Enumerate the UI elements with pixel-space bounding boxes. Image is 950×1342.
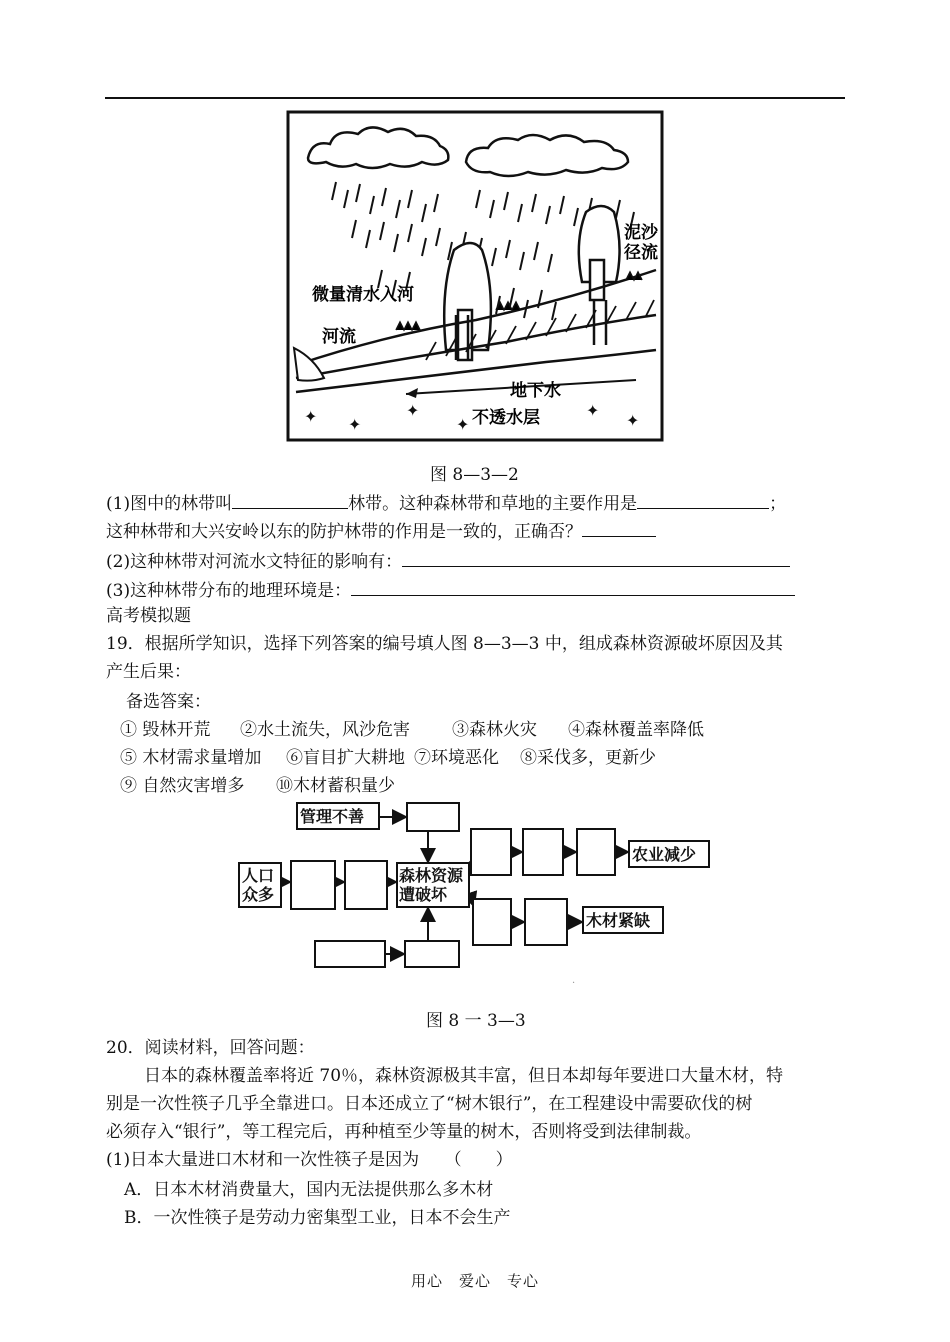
box-mucai-text: 木材紧缺 xyxy=(586,911,651,930)
q20-para-2: 别是一次性筷子几乎全靠进口。日本还成立了“树木银行”，在工程建设中需要砍伐的树 xyxy=(106,1094,753,1114)
q19-line1: 19．根据所学知识，选择下列答案的编号填人图 8—3—3 中，组成森林资源破坏原因及其 xyxy=(106,634,783,654)
box-renkou-line2: 众多 xyxy=(242,885,275,904)
svg-text:✦: ✦ xyxy=(348,415,362,434)
box-renkou-line1: 人口 xyxy=(242,866,275,885)
q20-sub-1: (1)日本大量进口木材和一次性筷子是因为 （ ） xyxy=(106,1150,513,1170)
label-dixiashui: 地下水 xyxy=(510,381,561,401)
label-weiliang: 微量清水入河 xyxy=(312,285,414,305)
answer-box-upper-1[interactable] xyxy=(470,828,512,876)
q18-p1a: (1)图中的林带叫 xyxy=(106,494,233,514)
option-9: ⑨ 自然灾害增多 xyxy=(120,776,245,796)
box-nongye-jianshao xyxy=(628,840,710,868)
answer-box-left-2[interactable] xyxy=(344,860,388,910)
page-footer: 用心 爱心 专心 xyxy=(410,1272,539,1290)
q20-para-3: 必须存入“银行”，等工程完后，再种植至少等量的树木，否则将受到法律制裁。 xyxy=(106,1122,702,1142)
option-7: ⑦环境恶化 xyxy=(414,748,499,768)
answer-box-left-1[interactable] xyxy=(290,860,336,910)
figure1-caption: 图 8—3—2 xyxy=(430,465,519,485)
option-8: ⑧采伐多，更新少 xyxy=(520,748,656,768)
svg-text:✦: ✦ xyxy=(406,401,420,420)
box-senlin-pohuai xyxy=(396,862,470,908)
svg-text:✦: ✦ xyxy=(586,401,600,420)
answer-box-bottom-right[interactable] xyxy=(404,940,460,968)
q19-line2: 产生后果： xyxy=(106,662,191,682)
svg-text:✦: ✦ xyxy=(304,407,318,426)
q18-p1c: ； xyxy=(769,494,787,514)
label-jingliu: 径流 xyxy=(624,243,658,263)
option-4: ④森林覆盖率降低 xyxy=(568,720,704,740)
q18-p2: (2)这种林带对河流水文特征的影响有： xyxy=(106,552,403,572)
answer-box-lower-2[interactable] xyxy=(524,898,568,946)
answer-box-upper-3[interactable] xyxy=(576,828,616,876)
svg-text:✦: ✦ xyxy=(456,415,470,434)
box-nongye-text: 农业减少 xyxy=(632,845,697,864)
q20-para-1: 日本的森林覆盖率将近 70％，森林资源极其丰富，但日本却每年要进口大量木材，特 xyxy=(144,1066,784,1086)
box-guanli-text: 管理不善 xyxy=(300,807,365,826)
option-2: ②水土流失，风沙危害 xyxy=(240,720,410,740)
answer-box-top[interactable] xyxy=(406,802,460,832)
figure2-caption: 图 8 一 3—3 xyxy=(426,1011,526,1031)
label-heliu: 河流 xyxy=(322,327,356,347)
q20-title: 20．阅读材料，回答问题： xyxy=(106,1038,315,1058)
label-nisha: 泥沙 xyxy=(624,223,658,243)
option-1: ① 毁林开荒 xyxy=(120,720,211,740)
svg-text:·: · xyxy=(572,978,576,989)
section-title: 高考模拟题 xyxy=(106,606,191,626)
answer-box-upper-2[interactable] xyxy=(522,828,564,876)
box-senlin-line1: 森林资源 xyxy=(399,866,464,885)
q18-p1d: 这种林带和大兴安岭以东的防护林带的作用是一致的，正确否？ xyxy=(106,522,582,542)
answer-box-bottom-left[interactable] xyxy=(314,940,386,968)
answer-box-lower-1[interactable] xyxy=(472,898,512,946)
box-renkou-zhongduo xyxy=(238,862,282,908)
q18-p3: (3)这种林带分布的地理环境是： xyxy=(106,581,352,601)
option-6: ⑥盲目扩大耕地 xyxy=(286,748,405,768)
option-5: ⑤ 木材需求量增加 xyxy=(120,748,262,768)
q20-option-b[interactable]: B．一次性筷子是劳动力密集型工业，日本不会生产 xyxy=(124,1208,511,1228)
box-mucai-jinque xyxy=(582,906,664,934)
option-3: ③森林火灾 xyxy=(452,720,537,740)
q19-options-label: 备选答案： xyxy=(126,692,211,712)
label-butoushui: 不透水层 xyxy=(472,408,540,428)
svg-text:✦: ✦ xyxy=(626,411,640,430)
box-guanli-bushan xyxy=(296,802,380,830)
option-10: ⑩木材蓄积量少 xyxy=(276,776,395,796)
q18-p1b: 林带。这种森林带和草地的主要作用是 xyxy=(348,494,638,514)
q20-option-a[interactable]: A．日本木材消费量大，国内无法提供那么多木材 xyxy=(124,1180,494,1200)
box-senlin-line2: 遭破坏 xyxy=(399,885,448,904)
